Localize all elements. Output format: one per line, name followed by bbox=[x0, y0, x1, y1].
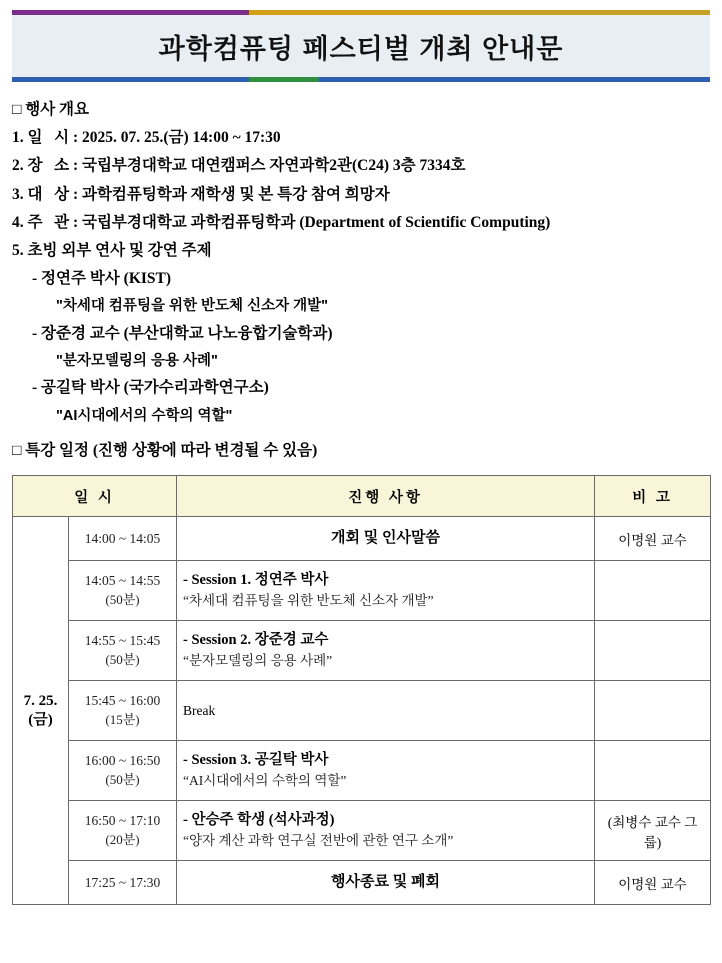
time-range: 14:55 ~ 15:45 bbox=[84, 633, 161, 649]
note-cell bbox=[595, 741, 711, 801]
time-range: 16:50 ~ 17:10 bbox=[84, 813, 161, 829]
column-header-program: 진행 사항 bbox=[177, 476, 595, 517]
time-cell bbox=[69, 861, 177, 905]
overview-item: 1. 일 시 : 2025. 07. 25.(금) 14:00 ~ 17:30 bbox=[12, 129, 281, 147]
program-title: 개회 및 인사말씀 bbox=[331, 530, 440, 547]
schedule-heading: □ 특강 일정 (진행 상황에 따라 변경될 수 있음) bbox=[12, 441, 318, 459]
overview-item: 2. 장 소 : 국립부경대학교 대연캠퍼스 자연과학2관(C24) 3층 7334호 bbox=[12, 157, 466, 175]
time-cell bbox=[69, 741, 177, 801]
time-cell bbox=[69, 517, 177, 561]
speaker-topic: "AI시대에서의 수학의 역할" bbox=[56, 407, 233, 424]
banner-bar-segment bbox=[319, 77, 710, 82]
time-range: 14:00 ~ 14:05 bbox=[84, 530, 161, 546]
program-title: - 안승주 학생 (석사과정) bbox=[183, 811, 335, 828]
program-title: - Session 1. 정연주 박사 bbox=[183, 571, 329, 588]
schedule-table-wrapper bbox=[12, 475, 710, 905]
title-banner bbox=[12, 10, 710, 82]
title-box bbox=[12, 15, 710, 77]
table-row bbox=[13, 801, 711, 861]
speaker-name: - 장준경 교수 (부산대학교 나노융합기술학과) bbox=[32, 324, 333, 342]
program-title: - Session 3. 공길탁 박사 bbox=[183, 751, 329, 768]
time-cell bbox=[69, 681, 177, 741]
time-duration: (50분) bbox=[105, 772, 140, 788]
time-cell bbox=[69, 801, 177, 861]
program-title: Break bbox=[183, 702, 216, 718]
overview-item: 3. 대 상 : 과학컴퓨팅학과 재학생 및 본 특강 참여 희망자 bbox=[12, 185, 390, 203]
banner-bar-segment bbox=[249, 77, 319, 82]
time-duration: (50분) bbox=[105, 652, 140, 668]
program-title: 행사종료 및 폐회 bbox=[331, 874, 440, 891]
date-cell bbox=[13, 517, 69, 905]
table-row bbox=[13, 861, 711, 905]
date-line1: 7. 25. bbox=[23, 692, 58, 709]
program-cell bbox=[177, 681, 595, 741]
time-range: 17:25 ~ 17:30 bbox=[84, 874, 161, 890]
table-row bbox=[13, 517, 711, 561]
program-cell bbox=[177, 517, 595, 561]
note-cell: 이명원 교수 bbox=[595, 517, 711, 561]
overview-item: 4. 주 관 : 국립부경대학교 과학컴퓨팅학과 (Department of Scientific Computing) bbox=[12, 213, 551, 231]
program-title: - Session 2. 장준경 교수 bbox=[183, 631, 329, 648]
table-row bbox=[13, 621, 711, 681]
column-header-note: 비 고 bbox=[595, 476, 711, 517]
time-range: 15:45 ~ 16:00 bbox=[84, 693, 161, 709]
program-subtitle: “양자 계산 과학 연구실 전반에 관한 연구 소개” bbox=[183, 833, 454, 849]
time-duration: (20분) bbox=[105, 832, 140, 848]
table-row bbox=[13, 741, 711, 801]
schedule-table bbox=[12, 475, 711, 905]
overview-item: 5. 초빙 외부 연사 및 강연 주제 bbox=[12, 242, 212, 260]
time-duration: (50분) bbox=[105, 592, 140, 608]
document-page bbox=[0, 10, 722, 963]
time-range: 16:00 ~ 16:50 bbox=[84, 753, 161, 769]
program-cell bbox=[177, 801, 595, 861]
program-subtitle: “AI시대에서의 수학의 역할” bbox=[183, 773, 347, 789]
column-header-datetime: 일 시 bbox=[13, 476, 177, 517]
program-cell bbox=[177, 861, 595, 905]
banner-bar-segment bbox=[12, 77, 249, 82]
table-header-row bbox=[13, 476, 711, 517]
note-cell bbox=[595, 681, 711, 741]
program-subtitle: “차세대 컴퓨팅을 위한 반도체 신소자 개발” bbox=[183, 593, 434, 609]
time-cell bbox=[69, 561, 177, 621]
note-cell bbox=[595, 561, 711, 621]
banner-bottom-bar bbox=[12, 77, 710, 82]
speaker-name: - 공길탁 박사 (국가수리과학연구소) bbox=[32, 379, 269, 397]
page-title: 과학컴퓨팅 페스티벌 개최 안내문 bbox=[158, 33, 564, 64]
speaker-topic: "분자모델링의 응용 사례" bbox=[56, 353, 218, 369]
time-cell bbox=[69, 621, 177, 681]
note-cell: 이명원 교수 bbox=[595, 861, 711, 905]
speaker-topic: "차세대 컴퓨팅을 위한 반도체 신소자 개발" bbox=[56, 298, 329, 315]
date-line2: (금) bbox=[28, 711, 53, 728]
overview-section bbox=[12, 96, 710, 465]
program-cell bbox=[177, 741, 595, 801]
program-cell bbox=[177, 561, 595, 621]
table-row bbox=[13, 681, 711, 741]
program-cell bbox=[177, 621, 595, 681]
program-subtitle: “분자모델링의 응용 사례” bbox=[183, 653, 333, 669]
time-duration: (15분) bbox=[105, 712, 140, 728]
speaker-name: - 정연주 박사 (KIST) bbox=[32, 270, 172, 288]
note-cell bbox=[595, 621, 711, 681]
table-row bbox=[13, 561, 711, 621]
note-cell: (최병수 교수 그룹) bbox=[595, 801, 711, 861]
overview-heading: □ 행사 개요 bbox=[12, 101, 90, 118]
time-range: 14:05 ~ 14:55 bbox=[84, 573, 161, 589]
